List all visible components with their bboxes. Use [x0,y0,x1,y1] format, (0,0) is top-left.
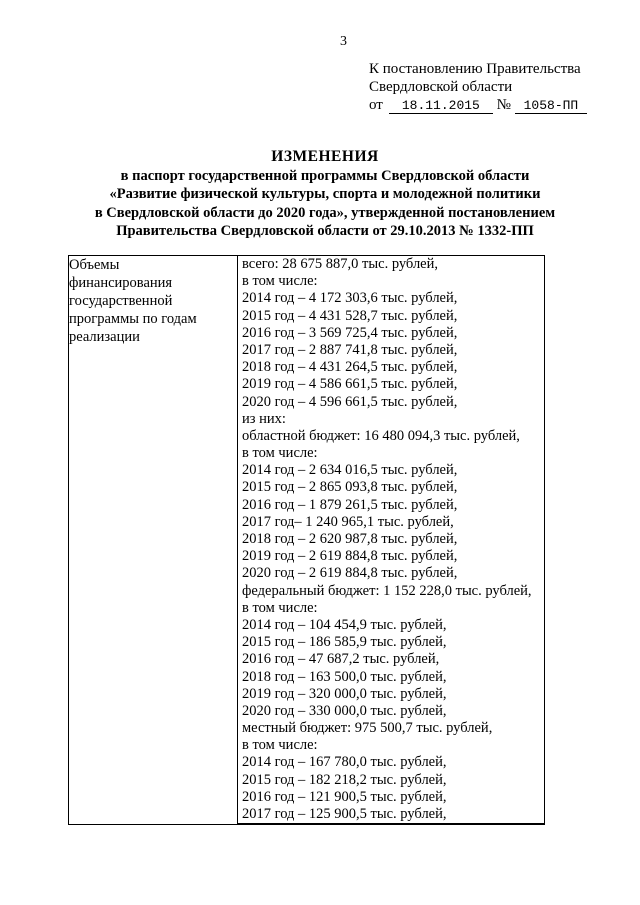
title-line-4: Правительства Свердловской области от 29.10.2013 № 1332-ПП [116,223,534,239]
label-line: государственной [69,293,173,309]
value-row: 2017 год– 1 240 965,1 тыс. рублей, [242,513,454,530]
label-cell [69,256,238,825]
value-row: в том числе: [242,273,318,290]
value-row: 2016 год – 3 569 725,4 тыс. рублей, [242,324,458,341]
value-row: 2020 год – 330 000,0 тыс. рублей, [242,702,447,719]
value-row: в том числе: [242,599,318,616]
value-row: 2014 год – 4 172 303,6 тыс. рублей, [242,290,458,307]
value-row: всего: 28 675 887,0 тыс. рублей, [242,256,439,272]
header-date-number-line [369,96,587,114]
value-row: 2020 год – 2 619 884,8 тыс. рублей, [242,565,458,582]
from-label: от [369,97,383,113]
value-row: областной бюджет: 16 480 094,3 тыс. рублей, [242,427,520,444]
label-line: финансирования [69,275,173,291]
value-row: 2015 год – 186 585,9 тыс. рублей, [242,634,447,651]
title-main: ИЗМЕНЕНИЯ [271,148,379,165]
value-row: 2020 год – 4 596 661,5 тыс. рублей, [242,393,458,410]
number-label: № [496,97,511,113]
value-row: 2014 год – 167 780,0 тыс. рублей, [242,754,447,771]
title-line-3: в Свердловской области до 2020 года», утвержденной постановлением [94,204,556,221]
header-line-2: Свердловской области [369,79,513,95]
value-row: 2017 год – 125 900,5 тыс. рублей, [238,806,544,824]
label-line: программы по годам [69,311,197,327]
header-line-1: К постановлению Правительства [369,61,581,77]
value-row: 2016 год – 47 687,2 тыс. рублей, [242,651,440,668]
value-row: 2019 год – 4 586 661,5 тыс. рублей, [242,376,458,393]
value-row: в том числе: [242,737,318,754]
value-row: 2016 год – 121 900,5 тыс. рублей, [242,788,447,805]
table-row [69,256,545,825]
value-row: 2018 год – 2 620 987,8 тыс. рублей, [242,531,458,547]
value-row: 2018 год – 163 500,0 тыс. рублей, [242,668,447,685]
resolution-header [369,60,587,114]
value-row: федеральный бюджет: 1 152 228,0 тыс. рублей, [242,582,532,599]
page-number: 3 [340,34,347,49]
value-row: 2015 год – 182 218,2 тыс. рублей, [242,771,447,788]
document-title [60,148,590,241]
resolution-number: 1058-ПП [515,99,587,114]
value-row: 2014 год – 2 634 016,5 тыс. рублей, [242,462,458,479]
value-row: 2019 год – 320 000,0 тыс. рублей, [242,685,447,702]
value-row: из них: [242,410,286,427]
passport-table [68,255,545,825]
title-line-1: в паспорт государственной программы Свердловской области [120,167,530,184]
value-row: в том числе: [242,445,318,462]
value-row: 2016 год – 1 879 261,5 тыс. рублей, [242,496,458,513]
value-row: 2017 год – 2 887 741,8 тыс. рублей, [242,341,458,358]
resolution-date: 18.11.2015 [389,99,493,114]
value-row: местный бюджет: 975 500,7 тыс. рублей, [242,720,493,737]
value-row: 2014 год – 104 454,9 тыс. рублей, [242,616,447,633]
value-row: 2018 год – 4 431 264,5 тыс. рублей, [242,359,458,376]
value-row: 2015 год – 2 865 093,8 тыс. рублей, [242,479,458,496]
value-row: 2019 год – 2 619 884,8 тыс. рублей, [242,548,458,565]
label-line: реализации [69,329,140,345]
title-line-2: «Развитие физической культуры, спорта и молодежной политики [109,186,541,202]
value-row: 2015 год – 4 431 528,7 тыс. рублей, [242,307,458,324]
label-line: Объемы [69,257,120,273]
value-cell [238,256,545,825]
